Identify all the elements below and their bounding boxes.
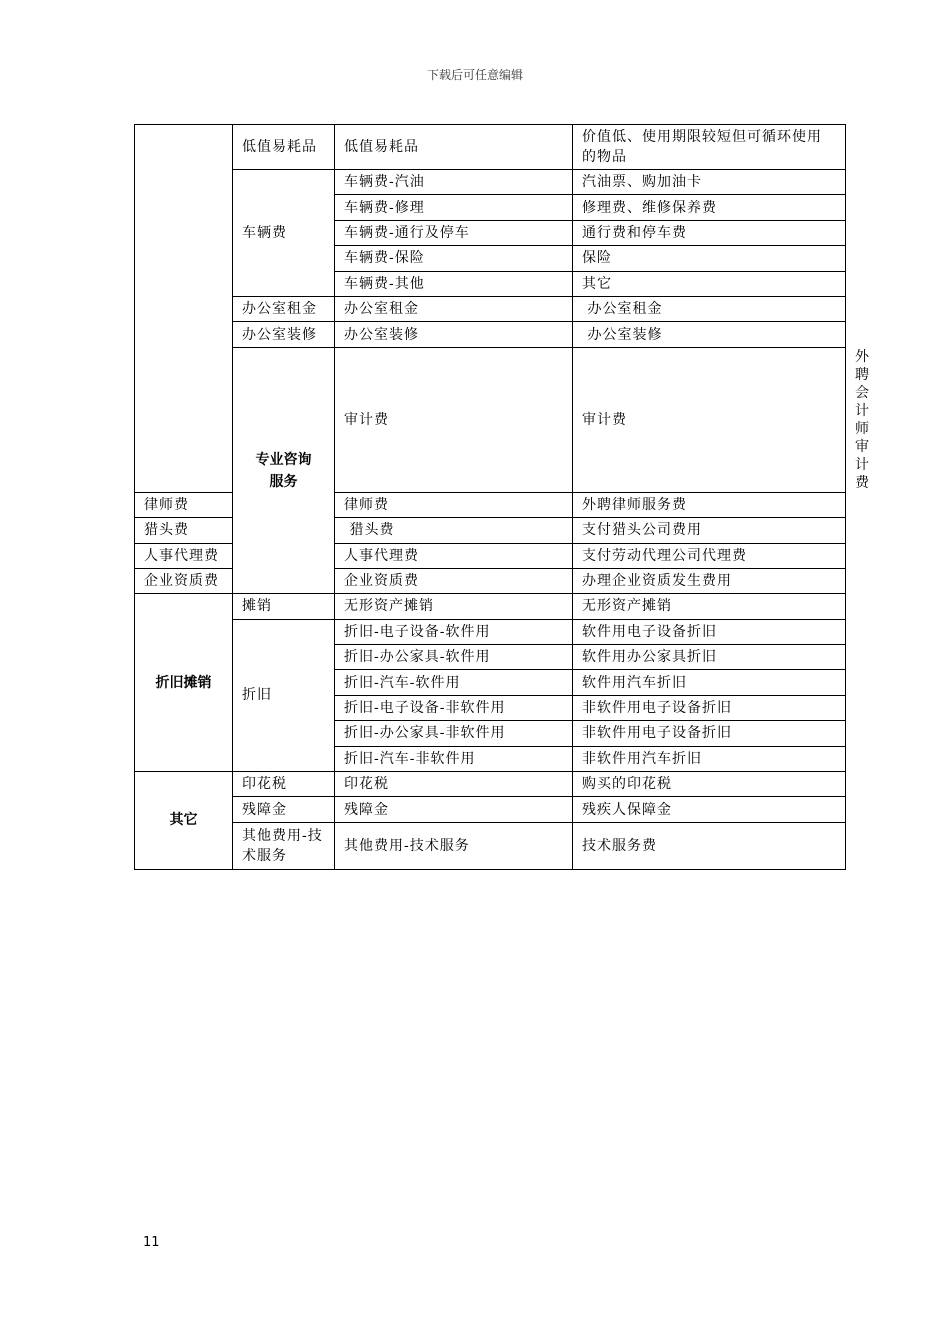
table-row [135,125,846,170]
subcategory-cell: 低值易耗品 [233,125,335,170]
table-row [135,772,846,797]
description-cell: 支付劳动代理公司代理费 [573,543,846,568]
subcategory-cell: 办公室装修 [233,322,335,347]
item-cell: 车辆费-汽油 [335,170,573,195]
item-cell: 车辆费-其他 [335,271,573,296]
description-cell: 修理费、维修保养费 [573,195,846,220]
description-cell: 非软件用汽车折旧 [573,746,846,771]
item-cell: 人事代理费 [335,543,573,568]
subcategory-cell: 其他费用-技术服务 [233,822,335,869]
table-row [135,170,846,195]
subcategory-cell: 折旧 [233,619,335,771]
description-cell: 非软件用电子设备折旧 [573,721,846,746]
description-cell: 非软件用电子设备折旧 [573,695,846,720]
category-cell-depreciation: 折旧摊销 [135,594,233,772]
subcategory-cell: 摊销 [233,594,335,619]
item-cell: 办公室装修 [335,322,573,347]
category-cell-consulting [233,347,335,594]
item-cell: 猎头费 [335,518,573,543]
item-cell: 审计费 [573,347,846,492]
description-cell: 软件用办公家具折旧 [573,645,846,670]
item-cell: 办公室租金 [335,296,573,321]
description-cell: 汽油票、购加油卡 [573,170,846,195]
subcategory-cell: 企业资质费 [135,568,233,593]
category-cell-other: 其它 [135,772,233,870]
item-cell: 律师费 [335,492,573,517]
description-cell: 外聘律师服务费 [573,492,846,517]
item-cell: 印花税 [335,772,573,797]
description-cell: 无形资产摊销 [573,594,846,619]
description-cell: 办公室租金 [573,296,846,321]
description-cell: 技术服务费 [573,822,846,869]
item-cell: 无形资产摊销 [335,594,573,619]
item-cell: 车辆费-保险 [335,246,573,271]
page-header: 下载后可任意编辑 [426,68,523,82]
item-cell: 残障金 [335,797,573,822]
item-cell: 低值易耗品 [335,125,573,170]
item-cell: 折旧-办公家具-非软件用 [335,721,573,746]
description-cell: 其它 [573,271,846,296]
item-cell: 折旧-汽车-软件用 [335,670,573,695]
table-row [135,822,846,869]
table-row [135,322,846,347]
subcategory-cell: 残障金 [233,797,335,822]
item-cell: 其他费用-技术服务 [335,822,573,869]
item-cell: 车辆费-修理 [335,195,573,220]
expense-table [134,124,870,870]
description-cell: 购买的印花税 [573,772,846,797]
subcategory-cell: 人事代理费 [135,543,233,568]
table-row: 专业咨询服务 审计费 审计费 外聘会计师审计费 [135,347,846,492]
subcategory-cell: 印花税 [233,772,335,797]
subcategory-cell: 猎头费 [135,518,233,543]
description-cell: 办理企业资质发生费用 [573,568,846,593]
item-cell: 企业资质费 [335,568,573,593]
description-cell: 通行费和停车费 [573,220,846,245]
item-cell: 折旧-电子设备-软件用 [335,619,573,644]
subcategory-cell: 律师费 [135,492,233,517]
subcategory-cell: 审计费 [335,347,573,492]
description-cell: 支付猎头公司费用 [573,518,846,543]
description-cell: 残疾人保障金 [573,797,846,822]
page-number: 11 [143,1235,160,1250]
table-row [135,619,846,644]
item-cell: 折旧-汽车-非软件用 [335,746,573,771]
category-cell-blank [135,125,233,493]
table-row [135,594,846,619]
item-cell: 折旧-办公家具-软件用 [335,645,573,670]
item-cell: 车辆费-通行及停车 [335,220,573,245]
description-cell: 软件用汽车折旧 [573,670,846,695]
subcategory-cell: 办公室租金 [233,296,335,321]
table-row [135,797,846,822]
description-cell: 保险 [573,246,846,271]
description-cell: 价值低、使用期限较短但可循环使用的物品 [573,125,846,170]
category-label: 专业咨询服务 [255,451,312,490]
description-cell: 软件用电子设备折旧 [573,619,846,644]
item-cell: 折旧-电子设备-非软件用 [335,695,573,720]
description-cell: 办公室装修 [573,322,846,347]
table-row [135,296,846,321]
subcategory-cell: 车辆费 [233,170,335,297]
